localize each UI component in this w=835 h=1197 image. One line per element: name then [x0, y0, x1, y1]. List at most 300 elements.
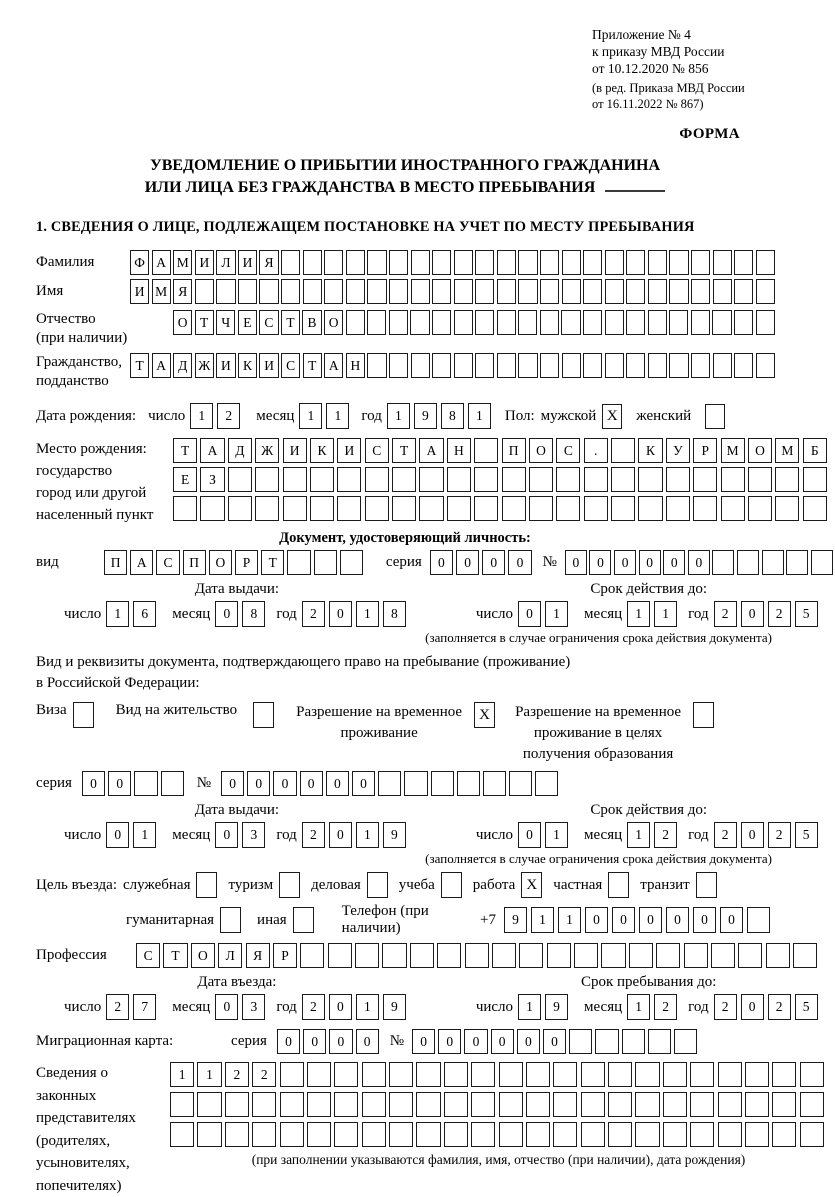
- char-cell[interactable]: [605, 353, 624, 378]
- char-cell[interactable]: [756, 279, 775, 304]
- char-cell[interactable]: [474, 438, 498, 463]
- char-cell[interactable]: Р: [693, 438, 717, 463]
- temp-residence-edu-checkbox[interactable]: [693, 702, 714, 728]
- char-cell[interactable]: [734, 250, 753, 275]
- char-cell[interactable]: [529, 496, 553, 521]
- char-cell[interactable]: 0: [82, 771, 105, 796]
- char-cell[interactable]: М: [721, 438, 745, 463]
- char-cell[interactable]: Я: [259, 250, 278, 275]
- char-cell[interactable]: А: [152, 250, 171, 275]
- char-cell[interactable]: [483, 771, 506, 796]
- char-cell[interactable]: 2: [768, 601, 791, 627]
- char-cell[interactable]: 2: [768, 822, 791, 848]
- char-cell[interactable]: [553, 1122, 577, 1147]
- char-cell[interactable]: [611, 467, 635, 492]
- char-cell[interactable]: [648, 279, 667, 304]
- char-cell[interactable]: 9: [383, 822, 406, 848]
- char-cell[interactable]: [684, 943, 708, 968]
- char-cell[interactable]: 1: [197, 1062, 221, 1087]
- char-cell[interactable]: [605, 310, 624, 335]
- char-cell[interactable]: [382, 943, 406, 968]
- char-cell[interactable]: И: [238, 250, 257, 275]
- char-cell[interactable]: [629, 943, 653, 968]
- char-cell[interactable]: [411, 353, 430, 378]
- char-cell[interactable]: П: [104, 550, 127, 575]
- char-cell[interactable]: [170, 1122, 194, 1147]
- char-cell[interactable]: [800, 1062, 824, 1087]
- char-cell[interactable]: 0: [356, 1029, 379, 1054]
- char-cell[interactable]: [626, 279, 645, 304]
- char-cell[interactable]: 0: [720, 907, 743, 933]
- char-cell[interactable]: 0: [741, 822, 764, 848]
- char-cell[interactable]: [228, 496, 252, 521]
- char-cell[interactable]: [556, 496, 580, 521]
- char-cell[interactable]: 1: [531, 907, 554, 933]
- char-cell[interactable]: [635, 1092, 659, 1117]
- char-cell[interactable]: [611, 496, 635, 521]
- char-cell[interactable]: [300, 943, 324, 968]
- char-cell[interactable]: [310, 496, 334, 521]
- char-cell[interactable]: [497, 310, 516, 335]
- char-cell[interactable]: [355, 943, 379, 968]
- char-cell[interactable]: С: [281, 353, 300, 378]
- char-cell[interactable]: [540, 279, 559, 304]
- char-cell[interactable]: В: [302, 310, 321, 335]
- char-cell[interactable]: [540, 353, 559, 378]
- char-cell[interactable]: 0: [221, 771, 244, 796]
- char-cell[interactable]: [238, 279, 257, 304]
- char-cell[interactable]: [457, 771, 480, 796]
- char-cell[interactable]: [225, 1122, 249, 1147]
- char-cell[interactable]: [674, 1029, 697, 1054]
- char-cell[interactable]: [475, 250, 494, 275]
- char-cell[interactable]: [553, 1092, 577, 1117]
- char-cell[interactable]: [748, 496, 772, 521]
- char-cell[interactable]: [745, 1062, 769, 1087]
- char-cell[interactable]: [626, 310, 645, 335]
- char-cell[interactable]: [471, 1122, 495, 1147]
- char-cell[interactable]: А: [419, 438, 443, 463]
- char-cell[interactable]: [691, 250, 710, 275]
- char-cell[interactable]: И: [130, 279, 149, 304]
- char-cell[interactable]: [497, 353, 516, 378]
- char-cell[interactable]: З: [200, 467, 224, 492]
- gender-male-checkbox[interactable]: X: [602, 404, 622, 429]
- char-cell[interactable]: [392, 496, 416, 521]
- char-cell[interactable]: [518, 310, 537, 335]
- char-cell[interactable]: [581, 1122, 605, 1147]
- char-cell[interactable]: [173, 496, 197, 521]
- char-cell[interactable]: [540, 250, 559, 275]
- char-cell[interactable]: О: [209, 550, 232, 575]
- char-cell[interactable]: [638, 467, 662, 492]
- char-cell[interactable]: П: [183, 550, 206, 575]
- char-cell[interactable]: [362, 1092, 386, 1117]
- char-cell[interactable]: [713, 250, 732, 275]
- char-cell[interactable]: [584, 496, 608, 521]
- char-cell[interactable]: И: [195, 250, 214, 275]
- char-cell[interactable]: [663, 1122, 687, 1147]
- char-cell[interactable]: [663, 1062, 687, 1087]
- char-cell[interactable]: [497, 250, 516, 275]
- char-cell[interactable]: 2: [217, 403, 240, 429]
- char-cell[interactable]: [392, 467, 416, 492]
- char-cell[interactable]: 6: [133, 601, 156, 627]
- char-cell[interactable]: Д: [228, 438, 252, 463]
- gender-female-checkbox[interactable]: [705, 404, 725, 429]
- char-cell[interactable]: [197, 1092, 221, 1117]
- char-cell[interactable]: И: [259, 353, 278, 378]
- char-cell[interactable]: [389, 250, 408, 275]
- char-cell[interactable]: 0: [329, 994, 352, 1020]
- char-cell[interactable]: [690, 1092, 714, 1117]
- char-cell[interactable]: [454, 250, 473, 275]
- char-cell[interactable]: [690, 1062, 714, 1087]
- char-cell[interactable]: [800, 1122, 824, 1147]
- char-cell[interactable]: [669, 310, 688, 335]
- char-cell[interactable]: [411, 279, 430, 304]
- char-cell[interactable]: [410, 943, 434, 968]
- char-cell[interactable]: [800, 1092, 824, 1117]
- char-cell[interactable]: [389, 353, 408, 378]
- char-cell[interactable]: [362, 1062, 386, 1087]
- char-cell[interactable]: 1: [518, 994, 541, 1020]
- char-cell[interactable]: [432, 279, 451, 304]
- char-cell[interactable]: [346, 250, 365, 275]
- char-cell[interactable]: [595, 1029, 618, 1054]
- char-cell[interactable]: [569, 1029, 592, 1054]
- char-cell[interactable]: [745, 1122, 769, 1147]
- char-cell[interactable]: [608, 1122, 632, 1147]
- char-cell[interactable]: [444, 1122, 468, 1147]
- char-cell[interactable]: О: [173, 310, 192, 335]
- char-cell[interactable]: Л: [218, 943, 242, 968]
- char-cell[interactable]: [475, 310, 494, 335]
- char-cell[interactable]: [340, 550, 363, 575]
- char-cell[interactable]: 0: [518, 822, 541, 848]
- char-cell[interactable]: [581, 1092, 605, 1117]
- char-cell[interactable]: [737, 550, 759, 575]
- char-cell[interactable]: [518, 250, 537, 275]
- char-cell[interactable]: 2: [225, 1062, 249, 1087]
- char-cell[interactable]: 8: [441, 403, 464, 429]
- char-cell[interactable]: 0: [518, 601, 541, 627]
- char-cell[interactable]: 0: [491, 1029, 514, 1054]
- char-cell[interactable]: 2: [252, 1062, 276, 1087]
- char-cell[interactable]: [411, 250, 430, 275]
- char-cell[interactable]: [583, 310, 602, 335]
- char-cell[interactable]: 2: [714, 601, 737, 627]
- char-cell[interactable]: 0: [639, 907, 662, 933]
- char-cell[interactable]: [303, 250, 322, 275]
- char-cell[interactable]: [444, 1092, 468, 1117]
- char-cell[interactable]: [444, 1062, 468, 1087]
- char-cell[interactable]: Т: [130, 353, 149, 378]
- char-cell[interactable]: [803, 467, 827, 492]
- char-cell[interactable]: [772, 1122, 796, 1147]
- char-cell[interactable]: [786, 550, 808, 575]
- char-cell[interactable]: [324, 250, 343, 275]
- char-cell[interactable]: 0: [215, 601, 238, 627]
- char-cell[interactable]: [666, 467, 690, 492]
- char-cell[interactable]: Р: [273, 943, 297, 968]
- char-cell[interactable]: 0: [106, 822, 129, 848]
- char-cell[interactable]: Л: [216, 250, 235, 275]
- char-cell[interactable]: 9: [383, 994, 406, 1020]
- char-cell[interactable]: [605, 250, 624, 275]
- char-cell[interactable]: М: [152, 279, 171, 304]
- char-cell[interactable]: 0: [430, 550, 453, 575]
- char-cell[interactable]: [389, 1092, 413, 1117]
- char-cell[interactable]: 0: [352, 771, 375, 796]
- char-cell[interactable]: [663, 1092, 687, 1117]
- char-cell[interactable]: 1: [627, 994, 650, 1020]
- char-cell[interactable]: [656, 943, 680, 968]
- char-cell[interactable]: [601, 943, 625, 968]
- char-cell[interactable]: 0: [277, 1029, 300, 1054]
- purpose-other-checkbox[interactable]: [293, 907, 314, 933]
- char-cell[interactable]: [195, 279, 214, 304]
- char-cell[interactable]: [626, 353, 645, 378]
- char-cell[interactable]: [747, 907, 770, 933]
- char-cell[interactable]: [562, 279, 581, 304]
- char-cell[interactable]: [766, 943, 790, 968]
- char-cell[interactable]: 0: [273, 771, 296, 796]
- char-cell[interactable]: 0: [329, 822, 352, 848]
- char-cell[interactable]: 1: [545, 822, 568, 848]
- char-cell[interactable]: [635, 1062, 659, 1087]
- char-cell[interactable]: [389, 1122, 413, 1147]
- char-cell[interactable]: [711, 943, 735, 968]
- char-cell[interactable]: [447, 467, 471, 492]
- char-cell[interactable]: [432, 353, 451, 378]
- char-cell[interactable]: [497, 279, 516, 304]
- char-cell[interactable]: 0: [482, 550, 505, 575]
- char-cell[interactable]: [280, 1092, 304, 1117]
- char-cell[interactable]: 9: [414, 403, 437, 429]
- char-cell[interactable]: А: [130, 550, 153, 575]
- char-cell[interactable]: [526, 1122, 550, 1147]
- char-cell[interactable]: 0: [215, 822, 238, 848]
- char-cell[interactable]: [509, 771, 532, 796]
- char-cell[interactable]: [334, 1062, 358, 1087]
- char-cell[interactable]: [287, 550, 310, 575]
- char-cell[interactable]: А: [324, 353, 343, 378]
- char-cell[interactable]: [200, 496, 224, 521]
- char-cell[interactable]: [605, 279, 624, 304]
- char-cell[interactable]: 8: [383, 601, 406, 627]
- char-cell[interactable]: [693, 467, 717, 492]
- char-cell[interactable]: [721, 496, 745, 521]
- char-cell[interactable]: [738, 943, 762, 968]
- char-cell[interactable]: [803, 496, 827, 521]
- char-cell[interactable]: [474, 496, 498, 521]
- char-cell[interactable]: 0: [215, 994, 238, 1020]
- char-cell[interactable]: 1: [170, 1062, 194, 1087]
- char-cell[interactable]: 8: [242, 601, 265, 627]
- char-cell[interactable]: 0: [614, 550, 636, 575]
- char-cell[interactable]: [283, 467, 307, 492]
- char-cell[interactable]: К: [238, 353, 257, 378]
- char-cell[interactable]: [432, 250, 451, 275]
- char-cell[interactable]: [584, 467, 608, 492]
- char-cell[interactable]: [465, 943, 489, 968]
- char-cell[interactable]: [334, 1092, 358, 1117]
- char-cell[interactable]: [518, 279, 537, 304]
- char-cell[interactable]: [718, 1122, 742, 1147]
- char-cell[interactable]: 0: [565, 550, 587, 575]
- char-cell[interactable]: [259, 279, 278, 304]
- char-cell[interactable]: [475, 279, 494, 304]
- char-cell[interactable]: [334, 1122, 358, 1147]
- char-cell[interactable]: Т: [163, 943, 187, 968]
- char-cell[interactable]: [756, 353, 775, 378]
- char-cell[interactable]: 0: [508, 550, 531, 575]
- char-cell[interactable]: [712, 550, 734, 575]
- char-cell[interactable]: [432, 310, 451, 335]
- char-cell[interactable]: [437, 943, 461, 968]
- char-cell[interactable]: [454, 310, 473, 335]
- char-cell[interactable]: [255, 496, 279, 521]
- char-cell[interactable]: 1: [356, 822, 379, 848]
- char-cell[interactable]: [669, 279, 688, 304]
- char-cell[interactable]: [454, 353, 473, 378]
- char-cell[interactable]: 1: [387, 403, 410, 429]
- char-cell[interactable]: [734, 353, 753, 378]
- char-cell[interactable]: [793, 943, 817, 968]
- char-cell[interactable]: [367, 353, 386, 378]
- char-cell[interactable]: 1: [356, 994, 379, 1020]
- char-cell[interactable]: [626, 250, 645, 275]
- char-cell[interactable]: [255, 467, 279, 492]
- char-cell[interactable]: 1: [326, 403, 349, 429]
- char-cell[interactable]: [775, 496, 799, 521]
- char-cell[interactable]: [416, 1092, 440, 1117]
- char-cell[interactable]: 1: [468, 403, 491, 429]
- char-cell[interactable]: 1: [106, 601, 129, 627]
- char-cell[interactable]: 5: [795, 601, 818, 627]
- char-cell[interactable]: [280, 1122, 304, 1147]
- char-cell[interactable]: [583, 353, 602, 378]
- char-cell[interactable]: [748, 467, 772, 492]
- char-cell[interactable]: 1: [558, 907, 581, 933]
- char-cell[interactable]: [745, 1092, 769, 1117]
- temp-residence-checkbox[interactable]: X: [474, 702, 495, 728]
- char-cell[interactable]: 3: [242, 994, 265, 1020]
- char-cell[interactable]: [281, 250, 300, 275]
- char-cell[interactable]: [447, 496, 471, 521]
- char-cell[interactable]: 0: [108, 771, 131, 796]
- char-cell[interactable]: Т: [303, 353, 322, 378]
- char-cell[interactable]: [648, 1029, 671, 1054]
- char-cell[interactable]: [690, 1122, 714, 1147]
- char-cell[interactable]: 2: [714, 822, 737, 848]
- char-cell[interactable]: [583, 279, 602, 304]
- char-cell[interactable]: Т: [261, 550, 284, 575]
- char-cell[interactable]: [608, 1062, 632, 1087]
- char-cell[interactable]: [378, 771, 401, 796]
- char-cell[interactable]: [216, 279, 235, 304]
- char-cell[interactable]: [314, 550, 337, 575]
- char-cell[interactable]: [170, 1092, 194, 1117]
- purpose-tourism-checkbox[interactable]: [279, 872, 300, 898]
- char-cell[interactable]: [666, 496, 690, 521]
- char-cell[interactable]: 0: [693, 907, 716, 933]
- char-cell[interactable]: [404, 771, 427, 796]
- char-cell[interactable]: [499, 1092, 523, 1117]
- char-cell[interactable]: Б: [803, 438, 827, 463]
- char-cell[interactable]: 0: [612, 907, 635, 933]
- char-cell[interactable]: 0: [741, 601, 764, 627]
- char-cell[interactable]: О: [748, 438, 772, 463]
- char-cell[interactable]: 5: [795, 994, 818, 1020]
- char-cell[interactable]: [416, 1062, 440, 1087]
- char-cell[interactable]: 2: [654, 994, 677, 1020]
- char-cell[interactable]: С: [156, 550, 179, 575]
- char-cell[interactable]: О: [529, 438, 553, 463]
- char-cell[interactable]: Ф: [130, 250, 149, 275]
- char-cell[interactable]: 1: [190, 403, 213, 429]
- char-cell[interactable]: [574, 943, 598, 968]
- char-cell[interactable]: 0: [741, 994, 764, 1020]
- visa-checkbox[interactable]: [73, 702, 94, 728]
- char-cell[interactable]: [502, 496, 526, 521]
- char-cell[interactable]: Р: [235, 550, 258, 575]
- char-cell[interactable]: 1: [133, 822, 156, 848]
- char-cell[interactable]: [499, 1122, 523, 1147]
- char-cell[interactable]: [307, 1062, 331, 1087]
- char-cell[interactable]: [561, 310, 580, 335]
- char-cell[interactable]: И: [283, 438, 307, 463]
- char-cell[interactable]: [734, 310, 753, 335]
- char-cell[interactable]: Н: [346, 353, 365, 378]
- char-cell[interactable]: 0: [543, 1029, 566, 1054]
- char-cell[interactable]: [519, 943, 543, 968]
- char-cell[interactable]: [337, 467, 361, 492]
- char-cell[interactable]: Е: [173, 467, 197, 492]
- char-cell[interactable]: 5: [795, 822, 818, 848]
- char-cell[interactable]: 7: [133, 994, 156, 1020]
- char-cell[interactable]: [518, 353, 537, 378]
- char-cell[interactable]: 0: [329, 601, 352, 627]
- char-cell[interactable]: [622, 1029, 645, 1054]
- char-cell[interactable]: [324, 279, 343, 304]
- char-cell[interactable]: 1: [299, 403, 322, 429]
- char-cell[interactable]: К: [638, 438, 662, 463]
- char-cell[interactable]: [526, 1062, 550, 1087]
- char-cell[interactable]: [197, 1122, 221, 1147]
- char-cell[interactable]: 0: [247, 771, 270, 796]
- char-cell[interactable]: Е: [238, 310, 257, 335]
- char-cell[interactable]: [389, 279, 408, 304]
- char-cell[interactable]: Т: [392, 438, 416, 463]
- char-cell[interactable]: [228, 467, 252, 492]
- char-cell[interactable]: 0: [412, 1029, 435, 1054]
- char-cell[interactable]: [419, 467, 443, 492]
- char-cell[interactable]: [756, 310, 775, 335]
- char-cell[interactable]: [161, 771, 184, 796]
- char-cell[interactable]: [471, 1062, 495, 1087]
- purpose-work-checkbox[interactable]: X: [521, 872, 542, 898]
- char-cell[interactable]: [252, 1122, 276, 1147]
- char-cell[interactable]: [712, 310, 731, 335]
- char-cell[interactable]: 1: [627, 822, 650, 848]
- char-cell[interactable]: [283, 496, 307, 521]
- char-cell[interactable]: У: [666, 438, 690, 463]
- char-cell[interactable]: [346, 310, 365, 335]
- char-cell[interactable]: И: [216, 353, 235, 378]
- char-cell[interactable]: А: [200, 438, 224, 463]
